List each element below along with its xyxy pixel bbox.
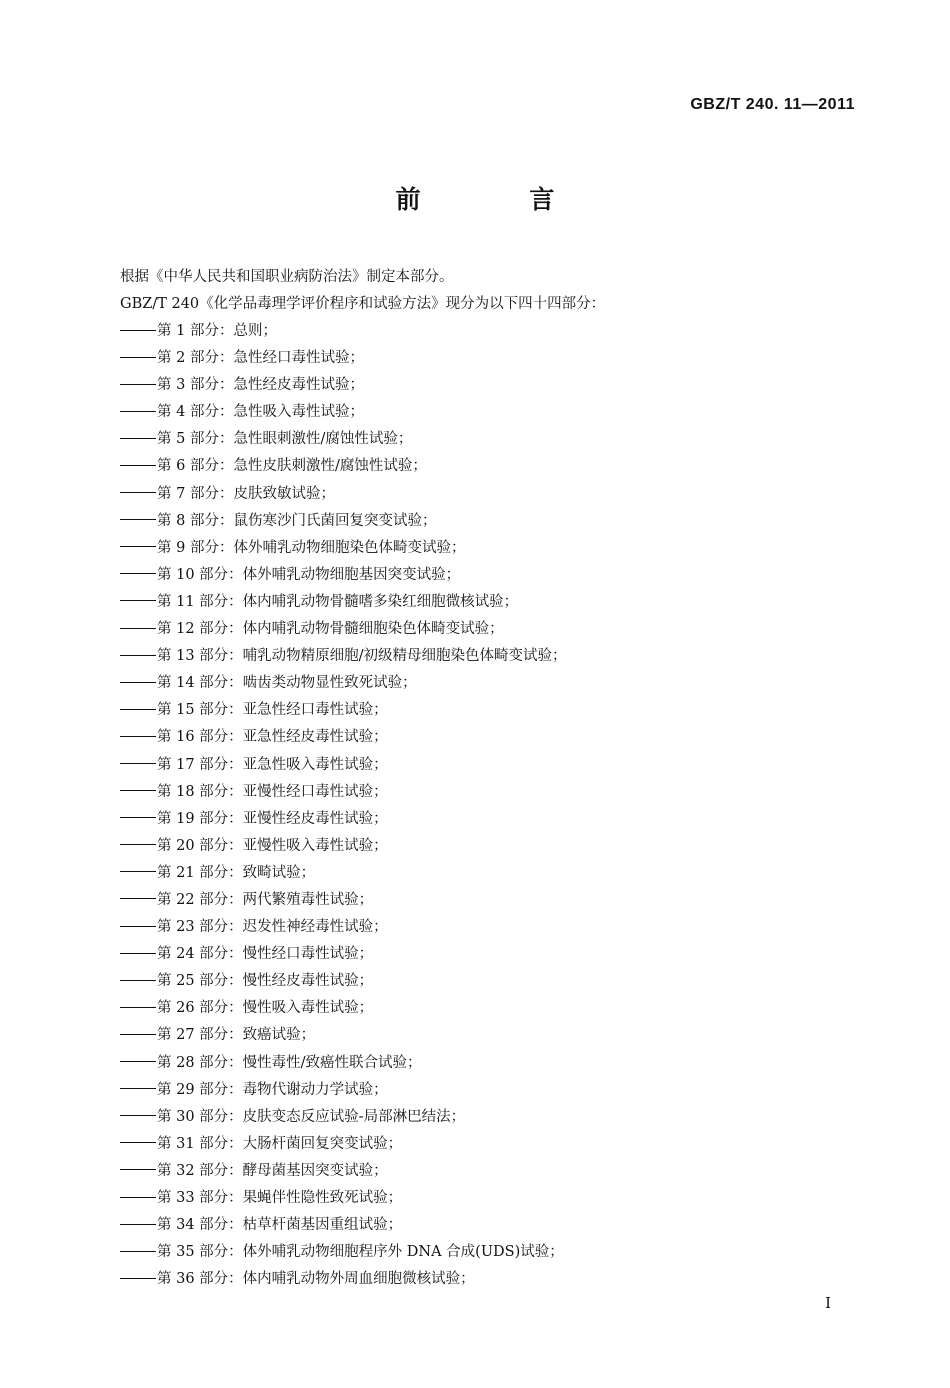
em-dash	[120, 926, 156, 927]
list-item	[120, 345, 840, 372]
list-item	[120, 616, 840, 643]
em-dash	[120, 438, 156, 439]
em-dash	[120, 871, 156, 872]
list-item	[120, 995, 840, 1022]
em-dash	[120, 600, 156, 601]
list-item	[120, 372, 840, 399]
list-item-text: 第 23 部分：迟发性神经毒性试验；	[157, 919, 388, 936]
list-item	[120, 399, 840, 426]
em-dash	[120, 492, 156, 493]
paragraph-parts-intro: GBZ/T 240《化学品毒理学评价程序和试验方法》现分为以下四十四部分：	[120, 296, 606, 312]
list-item-text: 第 21 部分：致畸试验；	[157, 864, 316, 881]
list-item	[120, 589, 840, 616]
list-item	[120, 806, 840, 833]
em-dash	[120, 980, 156, 981]
em-dash	[120, 628, 156, 629]
em-dash	[120, 817, 156, 818]
parts-list	[120, 318, 840, 1293]
em-dash	[120, 1251, 156, 1252]
list-item	[120, 535, 840, 562]
document-body	[120, 264, 840, 1293]
list-item-text: 第 26 部分：慢性吸入毒性试验；	[157, 1000, 374, 1017]
em-dash	[120, 736, 156, 737]
paragraph-basis: 根据《中华人民共和国职业病防治法》制定本部分。	[120, 269, 454, 285]
list-item	[120, 724, 840, 751]
list-item	[120, 697, 840, 724]
list-item	[120, 752, 840, 779]
em-dash	[120, 1278, 156, 1279]
em-dash	[120, 709, 156, 710]
em-dash	[120, 1034, 156, 1035]
list-item-text: 第 34 部分：枯草杆菌基因重组试验；	[157, 1217, 403, 1234]
list-item	[120, 643, 840, 670]
list-item-text: 第 8 部分：鼠伤寒沙门氏菌回复突变试验；	[157, 512, 437, 529]
standard-code: GBZ/T 240. 11—2011	[690, 96, 855, 113]
list-item-text: 第 27 部分：致癌试验；	[157, 1027, 316, 1044]
list-item-text: 第 31 部分：大肠杆菌回复突变试验；	[157, 1135, 403, 1152]
list-item-text: 第 24 部分：慢性经口毒性试验；	[157, 946, 374, 963]
list-item	[120, 860, 840, 887]
em-dash	[120, 655, 156, 656]
list-item	[120, 887, 840, 914]
em-dash	[120, 790, 156, 791]
list-item-text: 第 12 部分：体内哺乳动物骨髓细胞染色体畸变试验；	[157, 621, 504, 638]
list-item-text: 第 13 部分：哺乳动物精原细胞/初级精母细胞染色体畸变试验；	[157, 648, 567, 665]
list-item-text: 第 17 部分：亚急性吸入毒性试验；	[157, 756, 388, 773]
em-dash	[120, 573, 156, 574]
em-dash	[120, 1224, 156, 1225]
list-item	[120, 833, 840, 860]
em-dash	[120, 1007, 156, 1008]
list-item-text: 第 5 部分：急性眼刺激性/腐蚀性试验；	[157, 431, 413, 448]
list-item-text: 第 29 部分：毒物代谢动力学试验；	[157, 1081, 388, 1098]
list-item	[120, 968, 840, 995]
list-item-text: 第 16 部分：亚急性经皮毒性试验；	[157, 729, 388, 746]
list-item-text: 第 36 部分：体内哺乳动物外周血细胞微核试验；	[157, 1271, 475, 1288]
list-item-text: 第 3 部分：急性经皮毒性试验；	[157, 377, 364, 394]
list-item	[120, 1185, 840, 1212]
list-item-text: 第 19 部分：亚慢性经皮毒性试验；	[157, 810, 388, 827]
list-item	[120, 562, 840, 589]
list-item-text: 第 7 部分：皮肤致敏试验；	[157, 485, 335, 502]
em-dash	[120, 1197, 156, 1198]
list-item-text: 第 4 部分：急性吸入毒性试验；	[157, 404, 364, 421]
em-dash	[120, 546, 156, 547]
list-item-text: 第 20 部分：亚慢性吸入毒性试验；	[157, 837, 388, 854]
list-item	[120, 318, 840, 345]
list-item	[120, 481, 840, 508]
em-dash	[120, 1115, 156, 1116]
em-dash	[120, 330, 156, 331]
list-item-text: 第 6 部分：急性皮肤刺激性/腐蚀性试验；	[157, 458, 427, 475]
list-item-text: 第 35 部分：体外哺乳动物细胞程序外 DNA 合成(UDS)试验；	[157, 1244, 564, 1261]
list-item-text: 第 2 部分：急性经口毒性试验；	[157, 350, 364, 367]
em-dash	[120, 384, 156, 385]
list-item	[120, 779, 840, 806]
list-item-text: 第 9 部分：体外哺乳动物细胞染色体畸变试验；	[157, 539, 466, 556]
em-dash	[120, 953, 156, 954]
em-dash	[120, 1169, 156, 1170]
em-dash	[120, 357, 156, 358]
em-dash	[120, 763, 156, 764]
list-item	[120, 453, 840, 480]
list-item	[120, 1158, 840, 1185]
list-item-text: 第 30 部分：皮肤变态反应试验-局部淋巴结法；	[157, 1108, 466, 1125]
em-dash	[120, 898, 156, 899]
list-item	[120, 1077, 840, 1104]
page-number: I	[825, 1294, 831, 1312]
em-dash	[120, 519, 156, 520]
page-title: 前 言	[395, 185, 605, 214]
list-item	[120, 914, 840, 941]
list-item-text: 第 28 部分：慢性毒性/致癌性联合试验；	[157, 1054, 422, 1071]
list-item	[120, 1022, 840, 1049]
em-dash	[120, 1142, 156, 1143]
list-item	[120, 1131, 840, 1158]
list-item	[120, 1050, 840, 1077]
list-item-text: 第 33 部分：果蝇伴性隐性致死试验；	[157, 1190, 403, 1206]
list-item	[120, 1239, 840, 1266]
list-item	[120, 670, 840, 697]
em-dash	[120, 1061, 156, 1062]
list-item-text: 第 18 部分：亚慢性经口毒性试验；	[157, 783, 388, 800]
list-item	[120, 1104, 840, 1131]
em-dash	[120, 1088, 156, 1089]
list-item-text: 第 1 部分：总则；	[157, 323, 277, 339]
em-dash	[120, 465, 156, 466]
list-item-text: 第 22 部分：两代繁殖毒性试验；	[157, 891, 374, 908]
list-item-text: 第 32 部分：酵母菌基因突变试验；	[157, 1162, 388, 1179]
em-dash	[120, 844, 156, 845]
em-dash	[120, 411, 156, 412]
list-item	[120, 1266, 840, 1293]
list-item-text: 第 11 部分：体内哺乳动物骨髓嗜多染红细胞微核试验；	[157, 593, 519, 610]
list-item	[120, 508, 840, 535]
list-item	[120, 941, 840, 968]
list-item-text: 第 25 部分：慢性经皮毒性试验；	[157, 973, 374, 990]
list-item-text: 第 10 部分：体外哺乳动物细胞基因突变试验；	[157, 566, 461, 583]
list-item	[120, 426, 840, 453]
list-item-text: 第 14 部分：啮齿类动物显性致死试验；	[157, 675, 417, 692]
list-item	[120, 1212, 840, 1239]
list-item-text: 第 15 部分：亚急性经口毒性试验；	[157, 702, 388, 719]
em-dash	[120, 682, 156, 683]
